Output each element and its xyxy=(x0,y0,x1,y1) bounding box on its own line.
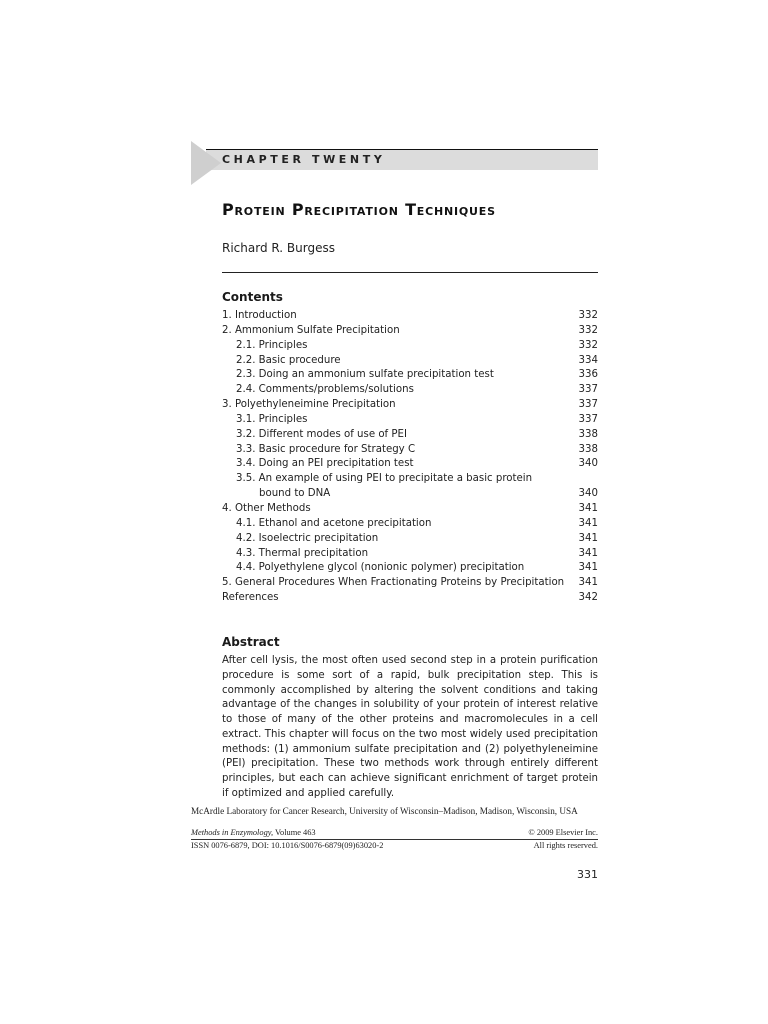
chapter-banner xyxy=(191,141,598,185)
toc-entry-page: 334 xyxy=(578,354,598,366)
chapter-rule xyxy=(206,149,598,150)
toc-entry-text: 3.5. An example of using PEI to precipitate a basic protein xyxy=(236,473,533,485)
chapter-arrow-icon xyxy=(191,141,221,185)
toc-entry xyxy=(222,413,598,428)
toc-entry xyxy=(222,561,598,576)
toc-entry xyxy=(222,443,598,458)
toc-entry xyxy=(222,354,598,369)
toc-entry-text: 4.2. Isoelectric precipitation xyxy=(236,532,379,544)
toc-entry-text: 4.1. Ethanol and acetone precipitation xyxy=(236,517,432,529)
toc-entry-page: 341 xyxy=(578,547,598,559)
toc-entry-page: 337 xyxy=(578,399,598,411)
author-affiliation: McArdle Laboratory for Cancer Research, University of Wisconsin–Madison, Madison, Wisconsin, USA xyxy=(191,806,578,816)
contents-heading: Contents xyxy=(222,290,283,304)
toc-entry-text: bound to DNA xyxy=(259,488,331,500)
chapter-title: Protein Precipitation Techniques xyxy=(222,200,496,219)
toc-entry xyxy=(222,339,598,354)
toc-entry-page: 336 xyxy=(578,369,598,381)
abstract-heading: Abstract xyxy=(222,635,280,649)
rights-notice: All rights reserved. xyxy=(533,841,598,850)
issn-doi: ISSN 0076-6879, DOI: 10.1016/S0076-6879(09)63020-2 xyxy=(191,841,384,850)
abstract-body: After cell lysis, the most often used second step in a protein purification procedure is some sort of a rapid, bulk precipitation step. This is commonly accomplished by altering the solvent conditions and taking advantage of the changes in solubility of your protein of interest relative to those of many of the other proteins and macromolecules in a cell extract. This chapter will focus on the two most widely used precipitation methods: (1) ammonium sulfate precipitation and (2) polyethyleneimine (PEI) precipitation. These two methods work through entirely different principles, but each can achieve significant enrichment of target protein if optimized and applied carefully. xyxy=(222,655,598,799)
toc-entry-text: 2.1. Principles xyxy=(236,339,308,351)
toc-entry-page: 341 xyxy=(578,502,598,514)
toc-entry-page: 341 xyxy=(578,532,598,544)
journal-name: Methods in Enzymology, xyxy=(191,828,274,837)
toc-entry xyxy=(222,398,598,413)
toc-entry xyxy=(222,368,598,383)
toc-entry-page: 342 xyxy=(578,592,598,604)
toc-entry-page: 341 xyxy=(578,562,598,574)
toc-entry-page: 340 xyxy=(578,458,598,470)
footer-divider xyxy=(191,839,598,840)
toc-entry xyxy=(222,383,598,398)
toc-entry xyxy=(222,487,598,502)
title-divider xyxy=(222,272,598,273)
chapter-label: CHAPTER TWENTY xyxy=(222,153,386,166)
toc-entry-page: 332 xyxy=(578,339,598,351)
toc-entry xyxy=(222,576,598,591)
toc-entry-text: 4. Other Methods xyxy=(222,502,311,514)
toc-entry xyxy=(222,324,598,339)
toc-entry-page: 332 xyxy=(578,310,598,321)
toc-entry xyxy=(222,457,598,472)
toc-entry-text: 4.3. Thermal precipitation xyxy=(236,547,369,559)
journal-volume: Volume 463 xyxy=(273,828,316,837)
toc-entry-text: 3.4. Doing an PEI precipitation test xyxy=(236,458,414,470)
toc-entry-text: 3. Polyethyleneimine Precipitation xyxy=(222,399,396,411)
toc-entry-text: 3.3. Basic procedure for Strategy C xyxy=(236,443,416,455)
toc-entry-page: 341 xyxy=(578,517,598,529)
toc-entry-text: 1. Introduction xyxy=(222,310,297,321)
toc-entry-page: 341 xyxy=(578,577,598,589)
toc-entry-text: 5. General Procedures When Fractionating Proteins by Precipitation xyxy=(222,577,565,589)
toc-entry-text: 2. Ammonium Sulfate Precipitation xyxy=(222,324,400,336)
toc-entry xyxy=(222,428,598,443)
toc-entry-page: 337 xyxy=(578,384,598,396)
toc-entry-text: 4.4. Polyethylene glycol (nonionic polymer) precipitation xyxy=(236,562,525,574)
toc-entry xyxy=(222,517,598,532)
toc-entry-text: 3.2. Different modes of use of PEI xyxy=(236,428,407,440)
toc-entry xyxy=(222,472,598,487)
toc-entry-text: 2.2. Basic procedure xyxy=(236,354,341,366)
copyright-notice: © 2009 Elsevier Inc. xyxy=(528,828,598,837)
toc-entry-text: 2.3. Doing an ammonium sulfate precipitation test xyxy=(236,369,494,381)
toc-entry xyxy=(222,502,598,517)
table-of-contents xyxy=(222,309,598,606)
toc-entry-text: References xyxy=(222,592,279,604)
toc-entry xyxy=(222,309,598,324)
author-name: Richard R. Burgess xyxy=(222,241,335,255)
toc-entry-text: 3.1. Principles xyxy=(236,413,308,425)
toc-entry-page: 338 xyxy=(578,428,598,440)
toc-entry-page: 337 xyxy=(578,413,598,425)
toc-entry-page: 332 xyxy=(578,324,598,336)
page-number: 331 xyxy=(577,868,598,881)
journal-citation xyxy=(191,828,316,837)
toc-entry-page: 338 xyxy=(578,443,598,455)
toc-entry-page: 340 xyxy=(578,488,598,500)
toc-entry xyxy=(222,547,598,562)
toc-entry xyxy=(222,532,598,547)
toc-entry xyxy=(222,591,598,606)
toc-entry-text: 2.4. Comments/problems/solutions xyxy=(236,384,414,396)
